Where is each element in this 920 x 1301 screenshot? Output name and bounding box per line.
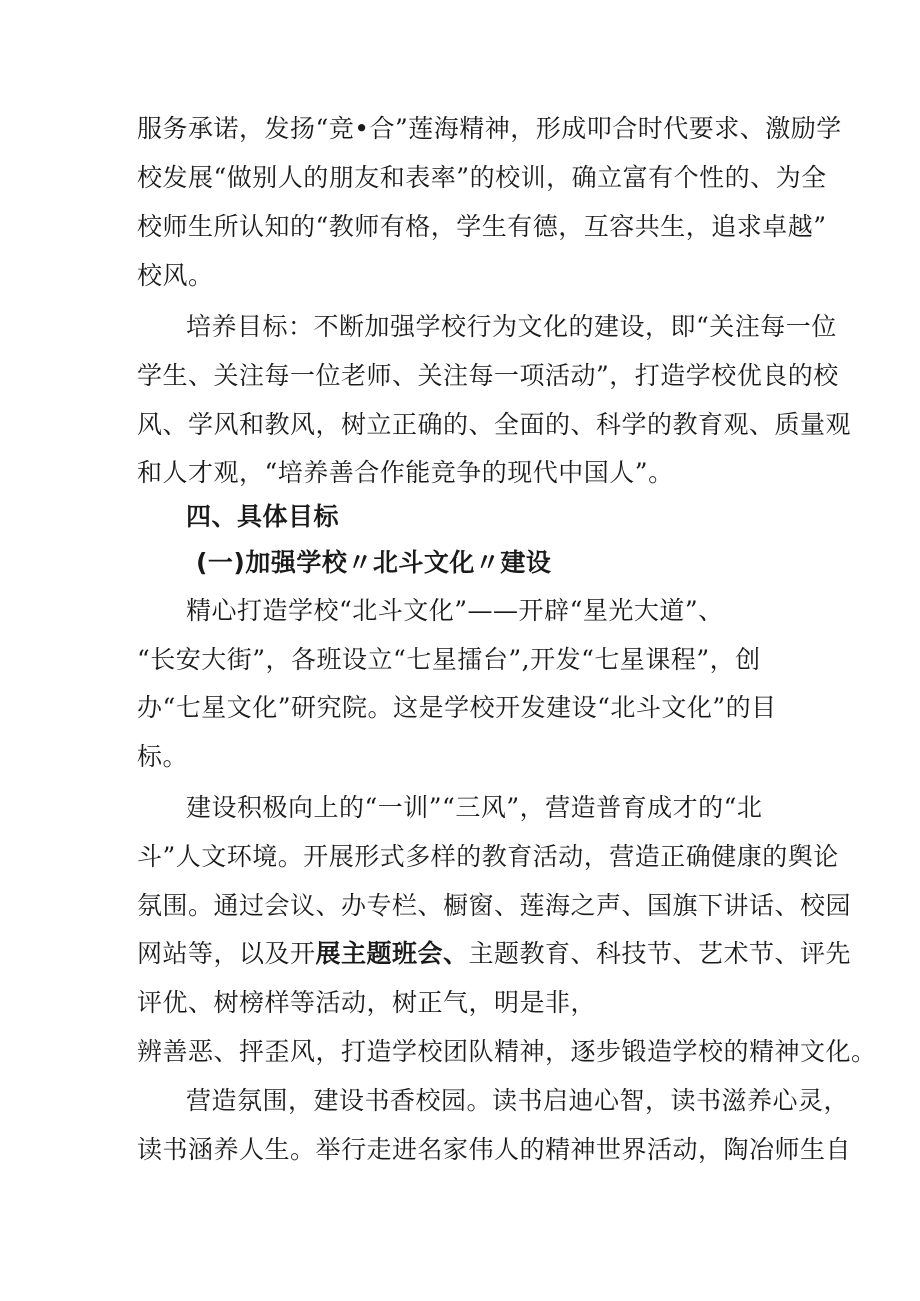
text-line: 标。 <box>137 742 189 771</box>
text-line: 读书涵养人生。举行走进名家伟人的精神世界活动，陶冶师生自 <box>137 1135 852 1164</box>
text-line: 校发展“做别人的朋友和表率”的校训，确立富有个性的、为全 <box>137 163 827 192</box>
text-line: 精心打造学校“北斗文化”——开辟“星光大道”、 <box>186 596 724 625</box>
text-line: 和人才观，“培养善合作能竞争的现代中国人”。 <box>137 458 674 487</box>
text-line: 服务承诺，发扬“竞•合”莲海精神，形成叩合时代要求、激励学 <box>137 114 842 143</box>
text-span: 网站等，以及开 <box>137 939 316 968</box>
text-span: 主题教育、科技节、艺术节、评先 <box>468 939 852 968</box>
text-line: 办“七星文化”研究院。这是学校开发建设“北斗文化”的目 <box>137 693 777 722</box>
text-line: 培养目标：不断加强学校行为文化的建设，即“关注每一位 <box>186 312 837 341</box>
text-line: 风、学风和教风，树立正确的、全面的、科学的教育观、质量观 <box>137 410 852 439</box>
text-line: 校师生所认知的“教师有格，学生有德，互容共生，追求卓越” <box>137 212 827 241</box>
text-line: 氛围。通过会议、办专栏、橱窗、莲海之声、国旗下讲话、校园 <box>137 891 852 920</box>
bold-text-span: 展主题班会、 <box>315 939 469 968</box>
text-line: 校风。 <box>137 261 214 290</box>
text-line: 学生、关注每一位老师、关注每一项活动”，打造学校优良的校 <box>137 361 839 390</box>
text-line <box>137 937 851 971</box>
subsection-heading: (一)加强学校〃北斗文化〃建设 <box>196 548 552 577</box>
text-line: 建设积极向上的“一训”“三风”，营造普育成才的“北 <box>186 793 763 822</box>
text-line: 辨善恶、抨歪风，打造学校团队精神，逐步锻造学校的精神文化。 <box>137 1037 877 1066</box>
text-line: “长安大街”，各班设立“七星擂台”,开发“七星课程”，创 <box>137 645 761 674</box>
section-heading: 四、具体目标 <box>186 502 340 531</box>
text-line: 评优、树榜样等活动，树正气，明是非， <box>137 988 597 1017</box>
text-line: 营造氛围，建设书香校园。读书启迪心智，读书滋养心灵， <box>186 1086 850 1115</box>
text-line: 斗”人文环境。开展形式多样的教育活动，营造正确健康的舆论 <box>137 842 839 871</box>
